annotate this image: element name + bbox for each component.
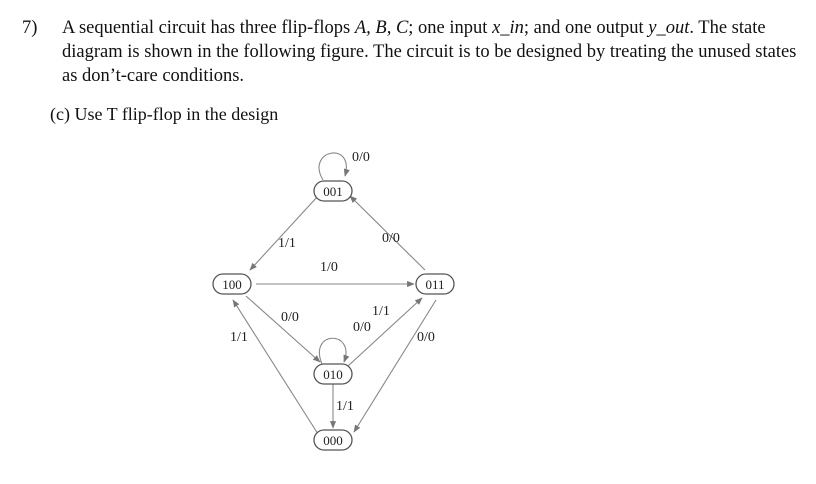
- state-011-label: 011: [425, 277, 445, 292]
- edge-001-self: [319, 153, 346, 180]
- state-011: [416, 274, 454, 294]
- problem-text-c: ; and one output: [523, 18, 649, 38]
- edge-100-to-010: [246, 296, 320, 362]
- label-011-to-001: 0/0: [382, 231, 400, 246]
- label-011-to-000: 0/0: [417, 330, 435, 345]
- subpart-c: (c) Use T flip-flop in the design: [50, 104, 279, 124]
- state-000-label: 000: [323, 433, 343, 448]
- label-010-to-000: 1/1: [336, 399, 354, 414]
- label-100-to-010: 0/0: [281, 310, 299, 325]
- state-010: [314, 364, 352, 384]
- state-100: [213, 274, 251, 294]
- state-001: [314, 181, 352, 201]
- state-100-label: 100: [222, 277, 242, 292]
- edge-001-to-100: [250, 196, 318, 270]
- state-010-label: 010: [323, 367, 343, 382]
- label-100-to-011: 1/0: [320, 260, 338, 275]
- label-010-self: 0/0: [353, 320, 371, 335]
- state-001-label: 001: [323, 184, 343, 199]
- edge-010-self: [319, 338, 346, 364]
- edge-000-to-100: [233, 300, 318, 434]
- label-000-to-100: 1/1: [230, 330, 248, 345]
- label-010-to-011: 1/1: [372, 304, 390, 319]
- input-name: x_in: [492, 18, 524, 38]
- flipflop-names: A, B, C: [354, 18, 409, 38]
- label-001-to-100: 1/1: [278, 236, 296, 251]
- problem-text-a: A sequential circuit has three flip-flops: [62, 18, 355, 38]
- output-name: y_out: [648, 18, 690, 38]
- problem-text-b: ; one input: [408, 18, 493, 38]
- problem-text-d: . The state diagram is shown in the following figure. The circuit is to be designed by treating the unused states as don’t-care conditions.: [62, 18, 797, 86]
- label-001-self: 0/0: [352, 150, 370, 165]
- state-000: [314, 430, 352, 450]
- problem-number: 7): [22, 18, 38, 38]
